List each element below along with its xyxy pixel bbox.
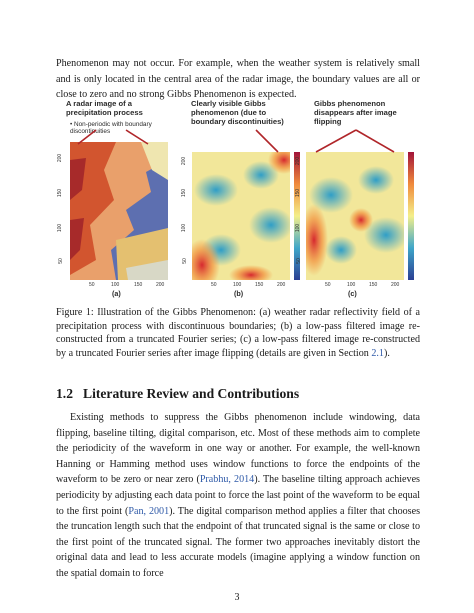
panel-b-label: (b) (234, 289, 244, 298)
panel-c-arrow-1 (356, 130, 394, 152)
figure-1 (56, 100, 420, 300)
intro-paragraph: Phenomenon may not occur. For example, when the weather system is relatively small and is only located in the central area of the radar image, the boundary values are all or close to zero and no strong Gibbs Phenomenon is expected. (56, 58, 420, 101)
panel-a-label: (a) (112, 289, 121, 298)
panel-c-ytick: 150 (295, 188, 302, 198)
body-text: Existing methods to suppress the Gibbs phenomenon include windowing, data flipping, baseline tilting, digital comparison, etc. Most of these methods aim to complete the periodicity of the waveform in one way or another. For example, the well-known Hanning or Hamming method uses window functions to force the endpoints of the waveform to be zero or near zero ( (56, 412, 420, 486)
panel-a-arrow-1 (126, 130, 148, 144)
panel-a-xtick: 150 (134, 282, 143, 288)
panel-c-arrow-2 (316, 130, 356, 152)
panel-b-xtick: 50 (211, 282, 217, 288)
panel-c-filtered-image (300, 152, 408, 280)
panel-a-ytick: 150 (57, 188, 64, 198)
section-heading (56, 386, 299, 402)
panel-a-note: • Non-periodic with boundary discontinuities (70, 121, 152, 136)
panel-b-xtick: 100 (233, 282, 242, 288)
panel-c-title: Gibbs phenomenon disappears after image flipping (314, 99, 397, 126)
panel-b-filtered-image (181, 146, 300, 291)
panel-a-xtick: 200 (156, 282, 165, 288)
panel-b-xtick: 150 (255, 282, 264, 288)
section-reference-link[interactable]: 2.1 (371, 347, 384, 359)
panel-c-xtick: 200 (391, 282, 400, 288)
panel-c-xtick: 150 (369, 282, 378, 288)
panel-b-xtick: 200 (277, 282, 286, 288)
body-text: ). The digital comparison method applies a filter that chooses the truncation length such that the endpoint of that truncated signal is the same or close to the first point of the truncated signal. The former two approaches inevitably distort the original data and lead to less accurate models (imagine applying a window function on the spatial domain to force (56, 505, 421, 579)
panel-a-xtick: 100 (111, 282, 120, 288)
panel-c-colorbar (408, 152, 414, 280)
panel-a-ytick: 100 (57, 223, 64, 233)
panel-b-title: Clearly visible Gibbs phenomenon (due to boundary discontinuities) (191, 99, 284, 126)
panel-c-ytick: 50 (295, 258, 302, 264)
body-paragraph (56, 410, 420, 582)
caption-text-end: ). (383, 347, 390, 359)
body-text: ). The baseline tilting approach achieves periodicity by adjusting each data point to force the last point of the waveform to be equal to the first point ( (56, 474, 420, 517)
panel-b-ytick: 200 (181, 156, 188, 166)
panel-a-xtick: 50 (89, 282, 95, 288)
figure-panels (56, 100, 420, 300)
panel-c-label: (c) (348, 289, 357, 298)
panel-c-xtick: 50 (325, 282, 331, 288)
figure-caption (56, 306, 420, 360)
panel-c-ytick: 100 (295, 223, 302, 233)
citation-link-prabhu[interactable]: Prabhu, 2014 (199, 474, 255, 486)
panel-a-ytick: 200 (57, 153, 64, 163)
panel-a-ytick: 50 (57, 258, 64, 264)
page-number: 3 (234, 592, 240, 603)
panel-c-xtick: 100 (347, 282, 356, 288)
citation-link-pan[interactable]: Pan, 2001 (128, 505, 170, 517)
panel-b-arrow (256, 130, 278, 152)
panel-c-ytick: 200 (295, 156, 302, 166)
panel-b-ytick: 150 (181, 188, 188, 198)
panel-b-ytick: 50 (181, 258, 188, 264)
panel-a-arrow-2 (78, 130, 96, 144)
section-title: Literature Review and Contributions (83, 386, 300, 401)
panel-a-title: A radar image of a precipitation process (66, 99, 143, 117)
panel-b-ytick: 100 (181, 223, 188, 233)
panel-a-radar-image (70, 142, 168, 280)
caption-text: Figure 1: Illustration of the Gibbs Phenomenon: (a) weather radar reflectivity field of a precipitation process with discontinuous boundaries; (b) a low-pass filtered image re-constructed from a truncated Fourier series; (c) a low-pass filtered image re-constructed by a truncated Fourier series after image flipping (details are given in Section (56, 307, 420, 359)
section-number: 1.2 (56, 386, 73, 401)
